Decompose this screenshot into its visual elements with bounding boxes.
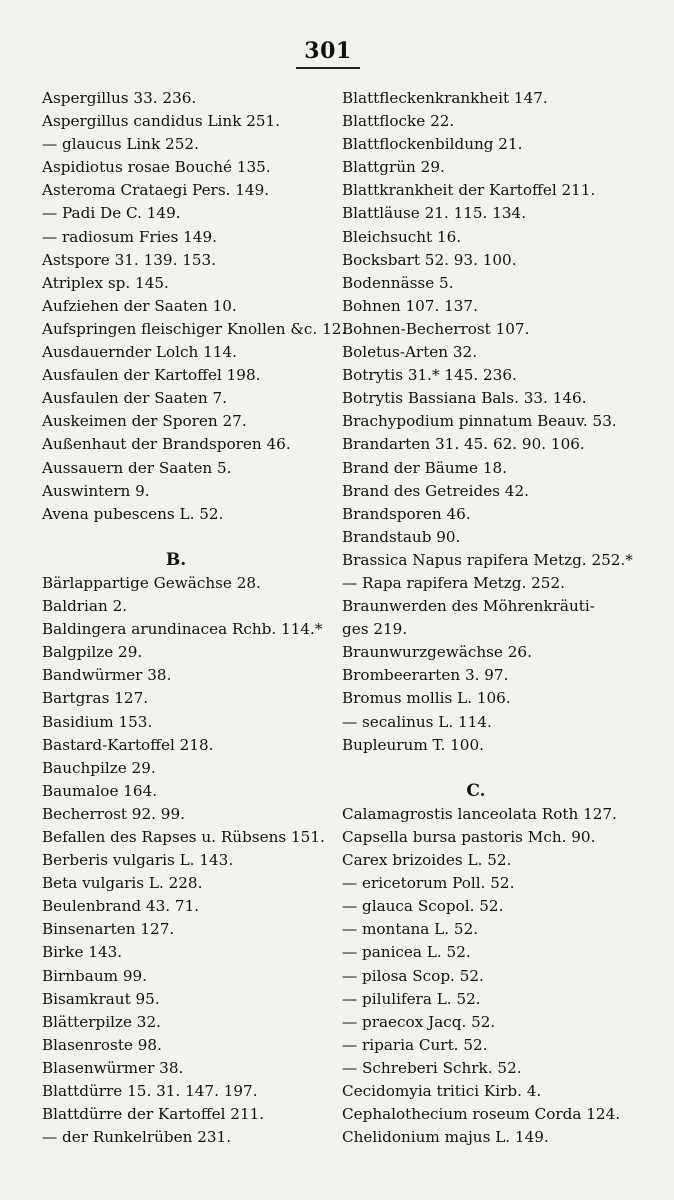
index-entry: Blattflocke 22. [342, 112, 455, 131]
index-entry: Beta vulgaris L. 228. [42, 874, 203, 893]
index-entry: Baldrian 2. [42, 597, 128, 616]
index-entry: Carex brizoides L. 52. [342, 851, 512, 870]
index-entry: Bärlappartige Gewächse 28. [42, 573, 261, 592]
index-entry: Atriplex sp. 145. [42, 273, 169, 292]
index-entry: Blattgrün 29. [342, 158, 445, 177]
index-entry: Berberis vulgaris L. 143. [42, 851, 234, 870]
index-entry: — Padi De C. 149. [42, 204, 181, 223]
index-entry: Brandsporen 46. [342, 504, 471, 523]
index-entry: Ausfaulen der Saaten 7. [42, 389, 227, 408]
index-entry: Ausdauernder Lolch 114. [42, 343, 237, 362]
index-entry: Binsenarten 127. [42, 920, 175, 939]
page-number-rule [296, 67, 360, 69]
index-entry: Bocksbart 52. 93. 100. [342, 250, 517, 269]
index-entry: Brachypodium pinnatum Beauv. 53. [342, 412, 617, 431]
index-entry: Bleichsucht 16. [342, 227, 462, 246]
index-entry: Blattdürre der Kartoffel 211. [42, 1105, 265, 1124]
index-column-left [42, 87, 347, 1149]
index-entry: Bohnen-Becherrost 107. [342, 319, 530, 338]
index-entry: Bupleurum T. 100. [342, 735, 484, 754]
index-entry: Botrytis Bassiana Bals. 33. 146. [342, 389, 587, 408]
index-entry: Bandwürmer 38. [42, 666, 172, 685]
index-entry: Blattflockenbildung 21. [342, 135, 523, 154]
index-column-right [342, 87, 632, 1149]
index-entry: Ausfaulen der Kartoffel 198. [42, 366, 261, 385]
index-entry: Avena pubescens L. 52. [42, 504, 224, 523]
index-section-letter: B. [165, 549, 187, 570]
index-entry: Astspore 31. 139. 153. [42, 250, 217, 269]
index-entry: Birnbaum 99. [42, 966, 147, 985]
index-entry: Bodennässe 5. [342, 273, 454, 292]
index-entry: Bromus mollis L. 106. [342, 689, 511, 708]
index-entry: — glauca Scopol. 52. [342, 897, 504, 916]
index-entry: Bauchpilze 29. [42, 758, 156, 777]
index-entry: — radiosum Fries 149. [42, 227, 217, 246]
index-entry: Braunwurzgewächse 26. [342, 643, 532, 662]
index-entry: Aussauern der Saaten 5. [42, 458, 232, 477]
index-entry: Baldingera arundinacea Rchb. 114.* [42, 620, 323, 639]
index-entry: Bastard-Kartoffel 218. [42, 735, 214, 754]
index-entry: Bisamkraut 95. [42, 989, 160, 1008]
index-entry: Blätterpilze 32. [42, 1012, 161, 1031]
index-entry: — pilulifera L. 52. [342, 989, 481, 1008]
index-entry: Brassica Napus rapifera Metzg. 252.* [342, 550, 633, 569]
index-entry: — praecox Jacq. 52. [342, 1012, 496, 1031]
index-entry: — secalinus L. 114. [342, 712, 492, 731]
index-entry: Cecidomyia tritici Kirb. 4. [342, 1082, 542, 1101]
index-entry: Aspergillus candidus Link 251. [42, 112, 281, 131]
index-entry: Außenhaut der Brandsporen 46. [42, 435, 291, 454]
index-entry: Blattfleckenkrankheit 147. [342, 89, 548, 107]
index-entry: Blattläuse 21. 115. 134. [342, 204, 527, 223]
index-entry: Auskeimen der Sporen 27. [42, 412, 247, 431]
index-entry: Botrytis 31.* 145. 236. [342, 366, 517, 385]
index-entry: Befallen des Rapses u. Rübsens 151. [42, 828, 325, 846]
index-section-letter: C. [466, 780, 486, 801]
index-entry: Auswintern 9. [42, 481, 150, 500]
index-entry: ges 219. [342, 620, 408, 639]
index-entry: — Schreberi Schrk. 52. [342, 1058, 522, 1077]
index-entry: Brand der Bäume 18. [342, 458, 507, 477]
index-entry: Baumaloe 164. [42, 781, 158, 800]
index-entry: Aspidiotus rosae Bouché 135. [42, 158, 271, 177]
index-entry: Brandarten 31. 45. 62. 90. 106. [342, 435, 585, 454]
index-entry: Asteroma Crataegi Pers. 149. [42, 181, 270, 200]
index-entry: Capsella bursa pastoris Mch. 90. [342, 828, 596, 846]
index-entry: Blasenwürmer 38. [42, 1058, 184, 1077]
index-entry: Balgpilze 29. [42, 643, 143, 662]
index-entry: — pilosa Scop. 52. [342, 966, 484, 985]
index-entry: — Rapa rapifera Metzg. 252. [342, 573, 565, 592]
index-entry: — glaucus Link 252. [42, 135, 199, 154]
index-entry: Aufziehen der Saaten 10. [42, 296, 237, 315]
index-entry: Cephalothecium roseum Corda 124. [342, 1105, 621, 1124]
index-entry: Blasenroste 98. [42, 1035, 162, 1054]
index-entry: Basidium 153. [42, 712, 153, 731]
index-entry: — panicea L. 52. [342, 943, 471, 962]
index-entry: Bohnen 107. 137. [342, 296, 478, 315]
index-entry: Blattdürre 15. 31. 147. 197. [42, 1082, 258, 1101]
index-entry: Chelidonium majus L. 149. [342, 1128, 549, 1147]
index-entry: Boletus-Arten 32. [342, 343, 478, 362]
index-entry: Brandstaub 90. [342, 527, 461, 546]
index-entry: Braunwerden des Möhrenkräuti- [342, 597, 595, 616]
index-entry: Brand des Getreides 42. [342, 481, 529, 500]
index-entry: — montana L. 52. [342, 920, 479, 939]
index-entry: — ericetorum Poll. 52. [342, 874, 515, 893]
index-entry: Calamagrostis lanceolata Roth 127. [342, 804, 617, 823]
index-entry: — der Runkelrüben 231. [42, 1128, 232, 1147]
index-entry: Becherrost 92. 99. [42, 804, 185, 823]
index-entry: — riparia Curt. 52. [342, 1035, 488, 1054]
index-entry: Brombeerarten 3. 97. [342, 666, 509, 685]
index-entry: Beulenbrand 43. 71. [42, 897, 200, 916]
page-number: 301 [304, 38, 352, 64]
index-entry: Blattkrankheit der Kartoffel 211. [342, 181, 596, 200]
index-entry: Birke 143. [42, 943, 123, 962]
index-entry: Aspergillus 33. 236. [42, 89, 197, 107]
index-entry: Aufspringen fleischiger Knollen &c. 12. [42, 319, 347, 338]
index-entry: Bartgras 127. [42, 689, 149, 708]
